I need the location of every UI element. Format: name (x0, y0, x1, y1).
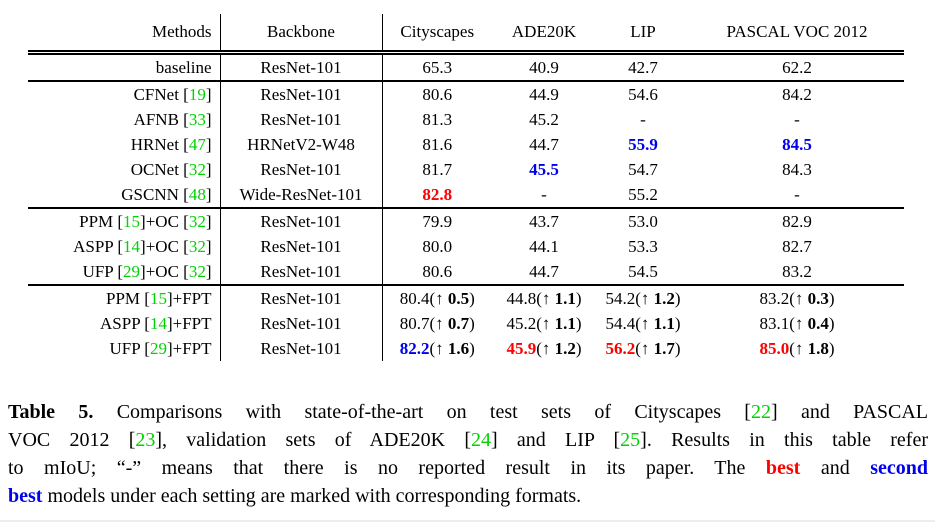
cityscapes-cell: 80.6 (382, 259, 492, 285)
pascal-cell: - (794, 109, 800, 129)
cityscapes-cell: 65.3 (382, 53, 492, 82)
method-cell: UFP [29]+FPT (28, 336, 220, 361)
ade20k-cell: 40.9 (492, 53, 596, 82)
backbone-cell: ResNet-101 (220, 234, 382, 259)
improvement-value: ↑ 1.1 (541, 288, 576, 308)
improvement: (↑ 1.8) (789, 338, 835, 358)
improvement-value: ↑ 1.2 (640, 288, 675, 308)
results-table (28, 14, 904, 361)
column-header-methods: Methods (28, 14, 220, 53)
lip-cell: 54.4(↑ 1.1) (605, 313, 681, 333)
improvement-value: ↑ 0.3 (794, 288, 829, 308)
improvement: (↑ 1.2) (536, 338, 582, 358)
method-cell: OCNet [32] (28, 157, 220, 182)
backbone-cell: ResNet-101 (220, 53, 382, 82)
citation-ref[interactable]: 15 (149, 288, 167, 308)
lip-cell (596, 132, 690, 157)
lip-cell: 55.2 (596, 182, 690, 208)
pascal-cell (690, 132, 904, 157)
caption-line-4: best models under each setting are marked with corresponding formats. (8, 485, 582, 507)
improvement: (↑ 1.1) (536, 288, 582, 308)
pascal-cell: 83.2 (690, 259, 904, 285)
table-caption (8, 398, 928, 510)
lip-cell: 54.6 (628, 84, 658, 104)
improvement: (↑ 1.1) (536, 313, 582, 333)
backbone-cell: ResNet-101 (220, 259, 382, 285)
second-best-value: 84.5 (782, 134, 812, 154)
lip-cell (596, 336, 690, 361)
backbone-cell: ResNet-101 (220, 81, 382, 107)
second-best-value: 55.9 (628, 134, 658, 154)
citation-ref[interactable]: 23 (135, 429, 156, 451)
improvement-value: ↑ 1.6 (435, 338, 470, 358)
improvement: (↑ 1.2) (635, 288, 681, 308)
lip-cell: - (640, 109, 646, 129)
ade20k-cell: 44.1 (529, 236, 559, 256)
improvement-value: ↑ 1.1 (640, 313, 675, 333)
pascal-cell: 83.1(↑ 0.4) (759, 313, 835, 333)
citation-ref[interactable]: 32 (188, 159, 206, 179)
improvement-value: ↑ 1.1 (541, 313, 576, 333)
table-row-ufp-oc (28, 259, 904, 285)
method-cell: baseline (28, 53, 220, 82)
ade20k-cell: 45.2(↑ 1.1) (506, 313, 582, 333)
method-cell: HRNet [47] (28, 132, 220, 157)
column-header-lip: LIP (596, 14, 690, 53)
table-row-aspp-oc (28, 234, 904, 259)
table-row-ocnet (28, 157, 904, 182)
lip-cell: 53.3 (628, 236, 658, 256)
method-cell: ASPP [14]+FPT (28, 311, 220, 336)
citation-ref[interactable]: 24 (470, 429, 491, 451)
improvement-value: ↑ 0.4 (794, 313, 829, 333)
citation-ref[interactable]: 33 (188, 109, 206, 129)
pascal-cell: 84.3 (782, 159, 812, 179)
cityscapes-cell: 80.0 (422, 236, 453, 256)
improvement-value: ↑ 0.7 (435, 313, 470, 333)
citation-ref[interactable]: 48 (188, 184, 206, 204)
table-row-ufp-fpt (28, 336, 904, 361)
cityscapes-cell: 79.9 (422, 211, 453, 231)
backbone-cell: ResNet-101 (220, 208, 382, 234)
table-row-aspp-fpt (28, 311, 904, 336)
citation-ref[interactable]: 19 (188, 84, 206, 104)
citation-ref[interactable]: 47 (188, 134, 206, 154)
second-best-value: 82.2 (399, 338, 430, 358)
page-bottom-divider (0, 520, 935, 522)
cityscapes-cell (382, 336, 492, 361)
method-cell: PPM [15]+FPT (28, 285, 220, 311)
table-row-cfnet (28, 81, 904, 107)
column-header-backbone: Backbone (220, 14, 382, 53)
improvement: (↑ 0.4) (789, 313, 835, 333)
method-cell: AFNB [33] (28, 107, 220, 132)
citation-ref[interactable]: 32 (188, 211, 206, 231)
pascal-cell: 82.7 (782, 236, 812, 256)
pascal-cell (690, 336, 904, 361)
lip-cell: 54.2(↑ 1.2) (605, 288, 681, 308)
method-cell: UFP [29]+OC [32] (28, 259, 220, 285)
backbone-cell: HRNetV2-W48 (220, 132, 382, 157)
second-best-legend: best (8, 485, 43, 507)
table-row-baseline (28, 53, 904, 82)
method-cell: ASPP [14]+OC [32] (28, 234, 220, 259)
improvement-value: ↑ 1.2 (541, 338, 576, 358)
pascal-cell: 82.9 (782, 211, 812, 231)
caption-line-2: VOC 2012 [23], validation sets of ADE20K [24] and LIP [25]. Results in this table refer (8, 429, 928, 451)
pascal-cell: 83.2(↑ 0.3) (759, 288, 835, 308)
cityscapes-cell: 80.7(↑ 0.7) (399, 313, 475, 333)
citation-ref[interactable]: 25 (620, 429, 641, 451)
best-value: 85.0 (759, 338, 790, 358)
caption-line-3: to mIoU; “-” means that there is no reported result in its paper. The best and second (8, 457, 928, 479)
ade20k-cell: 44.7 (529, 134, 559, 154)
lip-cell: 54.5 (596, 259, 690, 285)
citation-ref[interactable]: 29 (149, 338, 167, 358)
lip-cell: 54.7 (628, 159, 658, 179)
column-header-cityscapes: Cityscapes (382, 14, 492, 53)
improvement-value: ↑ 0.5 (435, 288, 470, 308)
lip-cell: 42.7 (596, 53, 690, 82)
citation-ref[interactable]: 15 (123, 211, 141, 231)
ade20k-cell: 44.7 (492, 259, 596, 285)
best-value: 56.2 (605, 338, 636, 358)
cityscapes-cell (382, 182, 492, 208)
caption-label: Table 5. (8, 401, 94, 423)
backbone-cell: ResNet-101 (220, 311, 382, 336)
citation-ref[interactable]: 29 (123, 261, 141, 281)
column-header-ade20k: ADE20K (492, 14, 596, 53)
citation-ref[interactable]: 14 (123, 236, 141, 256)
improvement-value: ↑ 1.8 (794, 338, 829, 358)
improvement: (↑ 1.1) (635, 313, 681, 333)
improvement: (↑ 0.5) (429, 288, 475, 308)
table-row-afnb (28, 107, 904, 132)
citation-ref[interactable]: 32 (188, 261, 206, 281)
table-row-gscnn (28, 182, 904, 208)
cityscapes-cell: 81.3 (422, 109, 453, 129)
cityscapes-cell: 80.6 (422, 84, 453, 104)
best-legend: best (765, 457, 801, 479)
improvement: (↑ 1.6) (429, 338, 475, 358)
cityscapes-cell: 81.7 (422, 159, 453, 179)
best-value: 82.8 (422, 184, 453, 204)
second-best-legend: second (870, 457, 928, 479)
citation-ref[interactable]: 32 (188, 236, 206, 256)
backbone-cell: ResNet-101 (220, 157, 382, 182)
table-row-ppm-fpt (28, 285, 904, 311)
improvement: (↑ 0.3) (789, 288, 835, 308)
lip-cell: 53.0 (628, 211, 658, 231)
backbone-cell: Wide-ResNet-101 (220, 182, 382, 208)
ade20k-cell: 45.2 (529, 109, 559, 129)
ade20k-cell (492, 157, 596, 182)
pascal-cell: 62.2 (690, 53, 904, 82)
pascal-cell: - (690, 182, 904, 208)
cityscapes-cell: 80.4(↑ 0.5) (399, 288, 475, 308)
citation-ref[interactable]: 14 (149, 313, 167, 333)
pascal-cell: 84.2 (782, 84, 812, 104)
second-best-value: 45.5 (529, 159, 559, 179)
method-cell: GSCNN [48] (28, 182, 220, 208)
table-row-hrnet (28, 132, 904, 157)
improvement: (↑ 0.7) (429, 313, 475, 333)
cityscapes-cell: 81.6 (422, 134, 453, 154)
ade20k-cell: 44.8(↑ 1.1) (506, 288, 582, 308)
method-cell: CFNet [19] (28, 81, 220, 107)
ade20k-cell (492, 336, 596, 361)
header-row (28, 14, 904, 53)
best-value: 45.9 (506, 338, 537, 358)
backbone-cell: ResNet-101 (220, 336, 382, 361)
ade20k-cell: 44.9 (529, 84, 559, 104)
ade20k-cell: 43.7 (529, 211, 559, 231)
backbone-cell: ResNet-101 (220, 107, 382, 132)
citation-ref[interactable]: 22 (750, 401, 771, 423)
column-header-pascal-voc: PASCAL VOC 2012 (690, 14, 904, 53)
backbone-cell: ResNet-101 (220, 285, 382, 311)
improvement-value: ↑ 1.7 (640, 338, 675, 358)
method-cell: PPM [15]+OC [32] (28, 208, 220, 234)
improvement: (↑ 1.7) (635, 338, 681, 358)
ade20k-cell: - (492, 182, 596, 208)
caption-line-1: Table 5. Comparisons with state-of-the-art on test sets of Cityscapes [22] and PASCAL (8, 401, 929, 423)
table-row-ppm-oc (28, 208, 904, 234)
